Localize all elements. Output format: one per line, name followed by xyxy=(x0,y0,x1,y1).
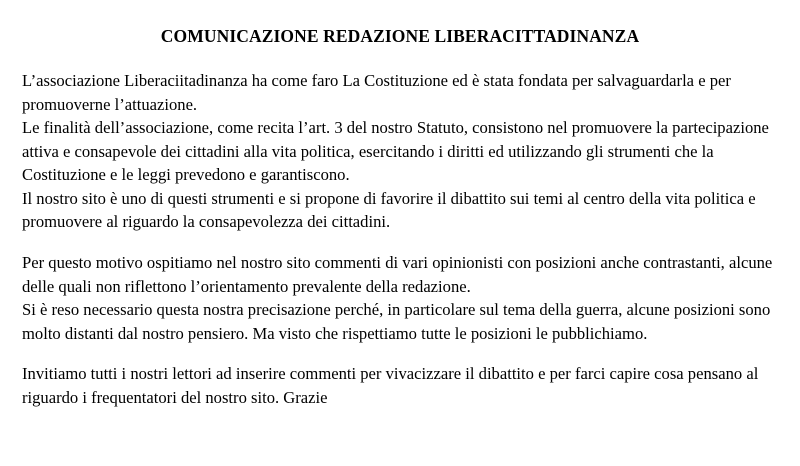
paragraph-spacer-2 xyxy=(22,345,778,362)
paragraph-4: Per questo motivo ospitiamo nel nostro sito commenti di vari opinionisti con posizioni anche contrastanti, alcune delle quali non riflettono l’orientamento prevalente della redazione. xyxy=(22,252,773,296)
paragraph-3: Il nostro sito è uno di questi strumenti e si propone di favorire il dibattito sui temi al centro della vita politica e promuovere al riguardo la consapevolezza dei cittadini. xyxy=(22,188,756,232)
paragraph-6: Invitiamo tutti i nostri lettori ad inserire commenti per vivacizzare il dibattito e per farci capire cosa pensano al riguardo i frequentatori del nostro sito. Grazie xyxy=(22,364,759,407)
paragraph-1: L’associazione Liberaciitadinanza ha come faro La Costituzione ed è stata fondata per salvaguardarla e per promuoverne l’attuazione. xyxy=(22,71,731,114)
document-body xyxy=(22,69,778,409)
page-title: COMUNICAZIONE REDAZIONE LIBERACITTADINANZA xyxy=(160,26,640,46)
paragraph-2: Le finalità dell’associazione, come recita l’art. 3 del nostro Statuto, consistono nel promuovere la partecipazione attiva e consapevole dei cittadini alla vita politica, esercitando i diritti ed utilizzando gli strumenti che la Costituzione e le leggi prevedono e garantiscono. xyxy=(22,118,769,185)
paragraph-5: Si è reso necessario questa nostra precisazione perché, in particolare sul tema della guerra, alcune posizioni sono molto distanti dal nostro pensiero. Ma visto che rispettiamo tutte le posizioni le pubblichiamo. xyxy=(22,300,771,343)
paragraph-spacer-1 xyxy=(22,234,778,251)
